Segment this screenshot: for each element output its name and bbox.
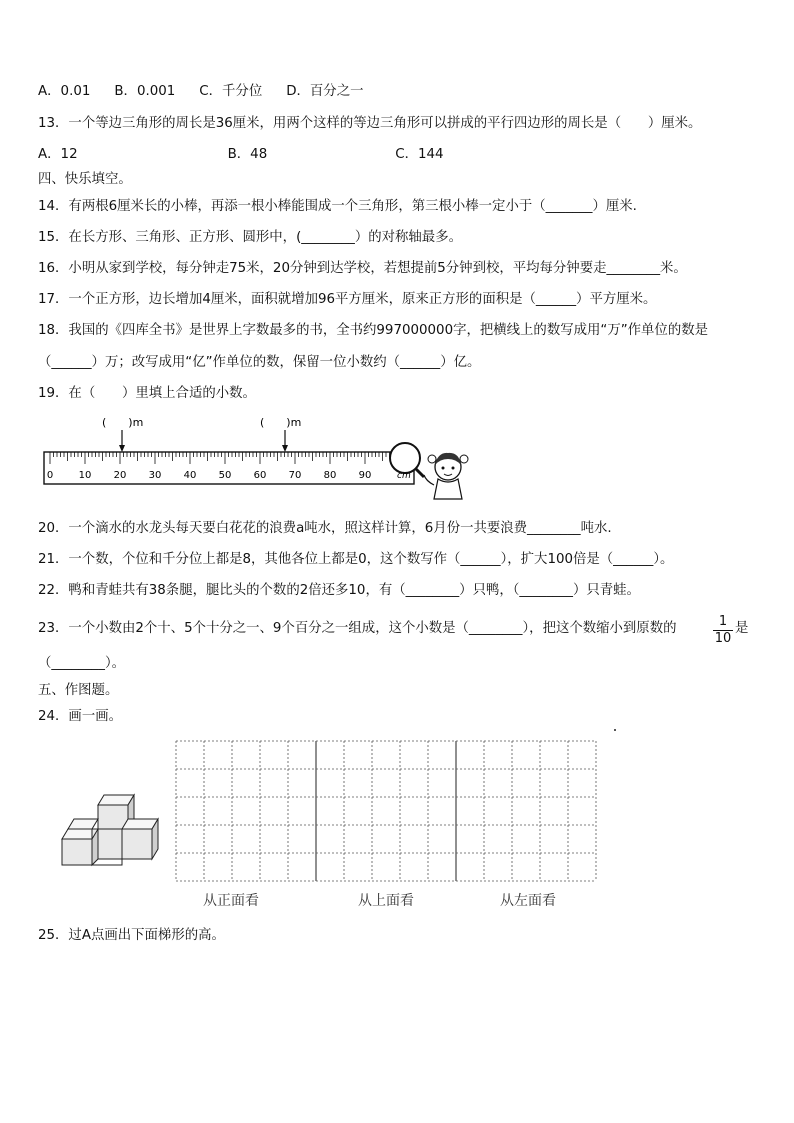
ruler-tick-label: 30: [148, 470, 162, 481]
ruler-tick-label: 50: [218, 470, 232, 481]
section-5-heading: 五、作图题。: [38, 683, 119, 698]
q12-option-d: D．百分之一: [286, 84, 364, 99]
magnifier-icon: [390, 443, 420, 473]
q23-line1-end: 是: [735, 621, 749, 636]
fraction-denominator: 10: [714, 631, 732, 646]
drawing-grid-svg: [175, 740, 599, 888]
view-label-left: 从左面看: [500, 893, 556, 909]
q16-question: 16．小明从家到学校，每分钟走75米，20分钟到达学校，若想提前5分钟到校，平均每分钟要走________米。: [38, 261, 687, 276]
ruler-tick-label: 70: [288, 470, 302, 481]
q21-question: 21．一个数，个位和千分位上都是8，其他各位上都是0，这个数写作（______），扩大100倍是（______）。: [38, 552, 674, 567]
dotted-grid-1: [176, 741, 316, 881]
ruler-tick-label: 90: [358, 470, 372, 481]
cube-stack-figure: [58, 793, 164, 875]
ruler-arrowhead-2: [282, 445, 288, 452]
ruler-figure: [42, 412, 482, 496]
girl-illustration: [418, 447, 476, 505]
q12-option-c: C．千分位: [199, 84, 263, 99]
q13-option-b: B．48: [227, 147, 268, 162]
ruler-marker-label-1: ( )m: [102, 416, 144, 429]
ruler-tick-label: 0: [46, 470, 54, 481]
stray-dot: [614, 729, 616, 731]
ruler-tick-label: 20: [113, 470, 127, 481]
view-label-front: 从正面看: [203, 893, 259, 909]
q20-question: 20．一个滴水的水龙头每天要白花花的浪费a吨水，照这样计算，6月份一共要浪费________吨水.: [38, 521, 612, 536]
dotted-grid-3: [456, 741, 596, 881]
q18-question-line2: （______）万；改写成用“亿”作单位的数，保留一位小数约（______）亿。: [38, 355, 481, 370]
q18-question-line1: 18．我国的《四库全书》是世界上字数最多的书，全书约997000000字，把横线上的数写成用“万”作单位的数是: [38, 323, 708, 338]
ruler-svg: [42, 412, 482, 492]
cube-stack-svg: [58, 793, 164, 871]
q12-option-b: B．0.001: [114, 84, 176, 99]
q15-question: 15．在长方形、三角形、正方形、圆形中，(________）的对称轴最多。: [38, 230, 462, 245]
ruler-tick-label: 40: [183, 470, 197, 481]
ruler-unit: cm: [397, 471, 411, 481]
q12-option-a: A．0.01: [38, 84, 91, 99]
ruler-marker-label-2: ( )m: [260, 416, 302, 429]
q24-question: 24．画一画。: [38, 709, 122, 724]
view-label-top: 从上面看: [358, 893, 414, 909]
q13-options: [38, 147, 444, 163]
q12-options: [38, 84, 363, 100]
q13-question: 13．一个等边三角形的周长是36厘米，用两个这样的等边三角形可以拼成的平行四边形的周长是（ ）厘米。: [38, 116, 702, 131]
q17-question: 17．一个正方形，边长增加4厘米，面积就增加96平方厘米，原来正方形的面积是（______）平方厘米。: [38, 292, 657, 307]
ruler-tick-label: 10: [78, 470, 92, 481]
ruler-tick-label: 80: [323, 470, 337, 481]
q19-question: 19．在（ ）里填上合适的小数。: [38, 386, 256, 401]
q23-text: 23．一个小数由2个十、5个十分之一、9个百分之一组成，这个小数是（________），把这个数缩小到原数的: [38, 621, 677, 636]
fraction-one-tenth: [711, 615, 735, 646]
section-4-heading: 四、快乐填空。: [38, 172, 132, 187]
ruler-tick-label: 60: [253, 470, 267, 481]
q13-option-a: A．12: [38, 147, 78, 162]
q23-question-line1: [38, 621, 676, 637]
q25-question: 25．过A点画出下面梯形的高。: [38, 928, 225, 943]
fraction-numerator: 1: [718, 614, 728, 629]
dotted-grid-2: [316, 741, 456, 881]
ruler-arrowhead-1: [119, 445, 125, 452]
q13-option-c: C．144: [395, 147, 444, 162]
drawing-grids: [175, 740, 599, 892]
q23-question-line2: （________）。: [38, 656, 126, 671]
q22-question: 22．鸭和青蛙共有38条腿，腿比头的个数的2倍还多10，有（________）只鸭，（________）只青蛙。: [38, 583, 640, 598]
q14-question: 14．有两根6厘米长的小棒，再添一根小棒能围成一个三角形，第三根小棒一定小于（_______）厘米.: [38, 199, 637, 214]
